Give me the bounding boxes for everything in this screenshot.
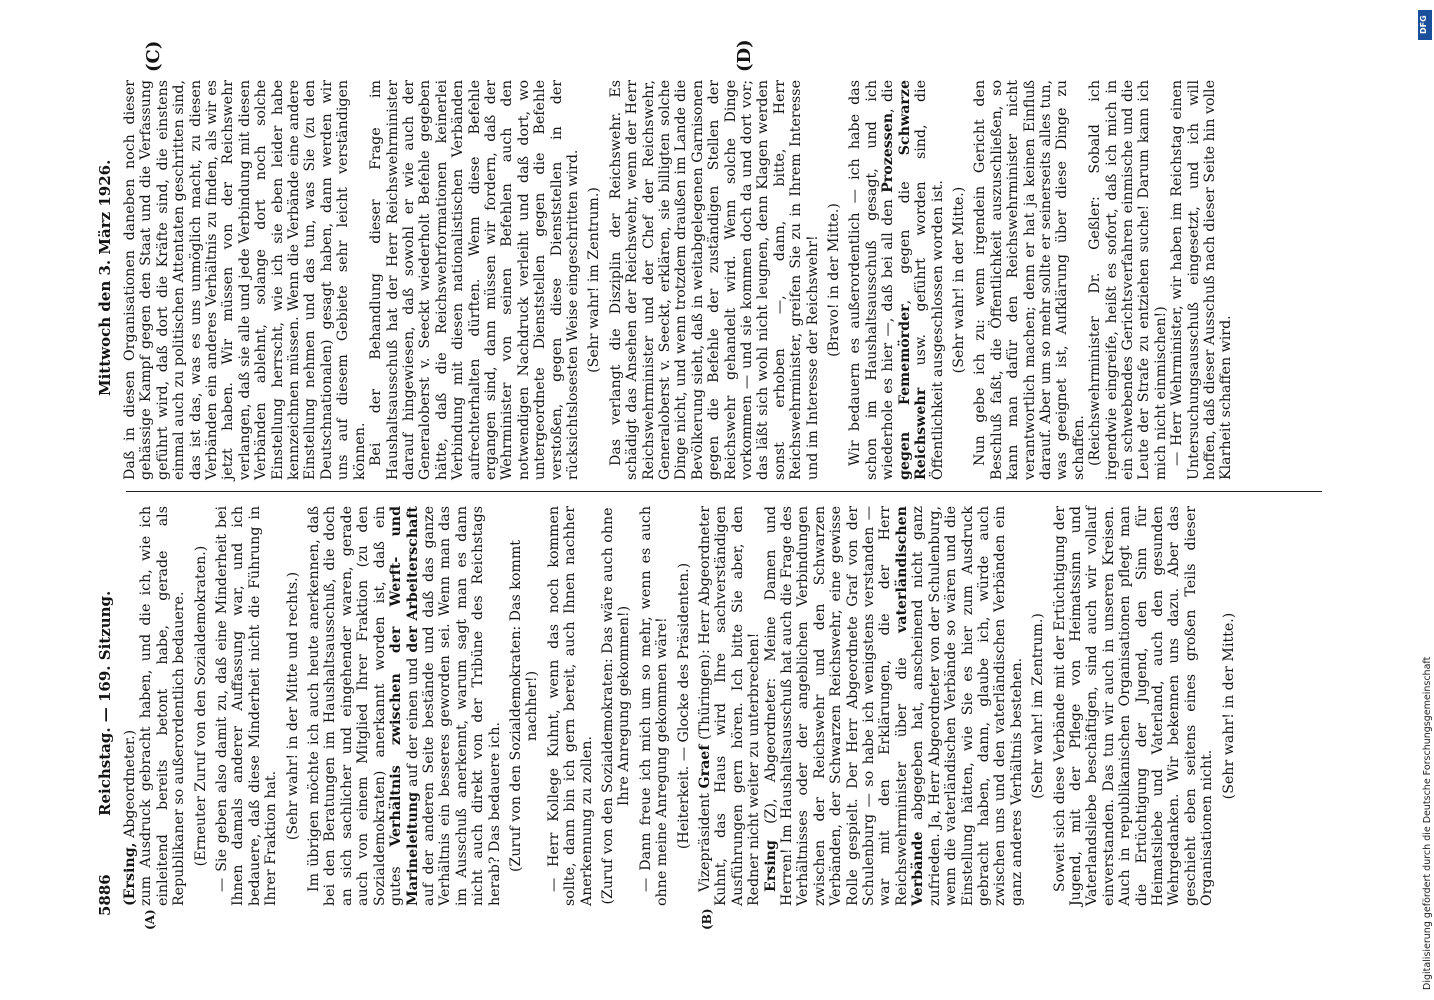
dfg-logo-text: DFG [1419, 15, 1428, 34]
digitization-credit: Digitalisierung gefördert durch die Deutsche Forschungsgemeinschaft [1422, 656, 1433, 990]
header-right-title: Mittwoch den 3. März 1926. [96, 159, 114, 396]
margin-mark-d: (D) [734, 39, 755, 72]
margin-mark-a: (A) [143, 909, 157, 930]
left-text-column [122, 506, 1242, 906]
margin-mark-c: (C) [143, 40, 164, 72]
paragraph: Soweit sich diese Verbände mit der Ertüchtigung der Jugend, mit der Pflege von Heimatssinn und Vaterlandsliebe beschäftigen, sind auch wir vollauf einverstanden. Das tun wir auch in unseren Kreisen. Auch in republikanischen Organisationen pflegt man die Ertüchtigung der Jugend, den Sinn für Heimatsliebe und Vaterland, auch den gesunden Wehrgedanken. Wir bekennen uns dazu. Aber das geschieht eben seitens eines großen Teils dieser Organisationen nicht. [1051, 506, 1216, 906]
paragraph: (Reichswehrminister Dr. Geßler: Sobald ich irgendwie eingreife, heißt es sofort, daß ich mich in ein schwebendes Gerichtsverfahren einmische und die Leute der Strafe zu entziehen suche! Darum kann ich mich nicht einmischen!) [1087, 80, 1169, 480]
margin-mark-b: (B) [700, 908, 714, 930]
paragraph: Im übrigen möchte ich auch heute anerkennen, daß bei den Beratungen im Haushaltsausschuß, die doch an sich sachlicher und eingehender waren, gerade auch von einem Mitglied Ihrer Fraktion (zu den Sozialdemokraten) anerkannt worden ist, daß ein gutes Verhältnis zwischen der Werft- und Marineleitung auf der einen und der Arbeiterschaft auf der anderen Seite bestände und daß das ganze Verhältnis ein besseres geworden sei. Wenn man das im Ausschuß anerkennt, warum sagt man es dann nicht auch direkt von der Tribüne des Reichstags herab? Das bedauere ich. [306, 505, 503, 906]
interjection: (Zuruf von den Sozialdemokraten: Das kommt nachher!) [507, 540, 541, 873]
interjection: (Sehr wahr! in der Mitte.) [950, 186, 967, 374]
paragraph: — Herr Wehrminister, wir haben im Reichstag einen Untersuchungsausschuß eingesetzt, und ich will hoffen, daß dieser Ausschuß nach dieser Seite hin volle Klarheit schaffen wird. [1169, 80, 1235, 480]
paragraph: Bei der Behandlung dieser Frage im Haushaltsausschuß hat der Herr Reichswehrminister darauf hingewiesen, daß sowohl er wie auch der Generaloberst v. Seeckt wiederholt Befehle gegeben hätte, daß die Reichswehrformationen keinerlei Verbindung mit diesen nationalistischen Verbänden aufrechterhalten dürften. Wenn diese Befehle ergangen sind, dann müssen wir fordern, daß der Wehrminister von seinen Befehlen auch den notwendigen Nachdruck verleiht und daß dort, wo untergeordnete Dienststellen gegen die Befehle verstoßen, gegen diese Dienststellen in der rücksichtslosesten Weise eingeschritten wird. [368, 80, 581, 480]
paragraph: zum Ausdruck gebracht haben, und die ich, wie ich einleitend bereits betont habe, gerade als Republikaner so außerordentlich bedauere. [138, 506, 188, 906]
interjection: (Bravo! in der Mitte.) [826, 203, 843, 357]
interjection: (Sehr wahr! im Zentrum.) [586, 187, 603, 373]
paragraph: Das verlangt die Disziplin der Reichswehr. Es schädigt das Ansehen der Reichswehr, wenn der Herr Reichswehrminister und der Chef der Reichswehr, Generaloberst v. Seeckt, erklären, sie billigten solche Dinge nicht, und wenn trotzdem draußen im Lande die Bevölkerung sieht, daß in weitabgelegenen Garnisonen gegen die Befehle der zuständigen Stellen der Reichswehr gehandelt wird. Wenn solche Dinge vorkommen — und sie kommen doch da und dort vor; das läßt sich wohl nicht leugnen, denn Klagen werden sonst erhoben —, dann, bitte, Herr Reichswehrminister, greifen Sie zu in Ihrem Interesse und im Interesse der Reichswehr! [607, 80, 821, 480]
paragraph: (Ersing, Abgeordneter.) [122, 729, 138, 906]
interjection: (Sehr wahr! in der Mitte.) [1220, 612, 1237, 800]
paragraph: Wir bedauern es außerordentlich — ich habe das schon im Haushaltsausschuß gesagt, und ich wiederhole es hier —, daß bei all den Prozessen, die gegen Fememörder, gegen die Schwarze Reichswehr usw. geführt worden sind, die Öffentlichkeit ausgeschlossen worden ist. [847, 80, 946, 480]
paragraph: — Dann freue ich mich um so mehr, wenn es auch ohne meine Anregung gekommen wäre! [637, 506, 671, 906]
header-left-title: Reichstag. — 169. Sitzung. [96, 590, 114, 816]
page-number: 5886 [96, 874, 114, 916]
interjection: (Zuruf von den Sozialdemokraten: Das wäre auch ohne Ihre Anregung gekommen!) [599, 507, 633, 905]
interjection: (Sehr wahr! im Zentrum.) [1030, 613, 1047, 799]
dfg-logo [1418, 10, 1432, 40]
paragraph: — Herr Kollege Kuhnt, wenn das noch kommen sollte, dann bin ich gern bereit, auch Ihnen nachher Anerkennung zu zollen. [545, 506, 595, 906]
paragraph: Daß in diesen Organisationen daneben noch dieser gehässige Kampf gegen den Staat und die Verfassung geführt wird, daß dort die Kräfte sind, die einstens einmal auch zu politischen Attentaten geschritten sind, das ist das, was es uns unmöglich macht, zu diesen Verbänden ein anderes Verhältnis zu finden, als wir es jetzt haben. Wir müssen von der Reichswehr verlangen, daß sie alle und jede Verbindung mit diesen Verbänden ablehnt, solange dort noch solche Einstellung herrscht, wie ich sie eben leider habe kennzeichnen müssen. Wenn die Verbände eine andere Einstellung nehmen und das tun, was Sie (zu den Deutschnationalen) gesagt haben, dann werden wir uns auf diesem Gebiete sehr leicht verständigen können. [122, 80, 368, 480]
column-divider [126, 491, 1322, 492]
paragraph: Vizepräsident Graef (Thüringen): Herr Abgeordneter Kuhnt, das Haus wird Ihre sachverständigen Ausführungen gern hören. Ich bitte Sie aber, den Redner nicht weiter zu unterbrechen! [697, 506, 763, 906]
interjection: (Sehr wahr! in der Mitte und rechts.) [284, 571, 301, 841]
right-text-column [122, 80, 1235, 480]
paragraph: Ersing (Z), Abgeordneter: Meine Damen und Herren! Im Haushaltsausschuß hat auch die Frage des Verhältnisses oder der angeblichen Verbindungen zwischen der Reichswehr und den Schwarzen Verbänden, der Schwarzen Reichswehr, eine gewisse Rolle gespielt. Der Herr Abgeordnete Graf von der Schulenburg — so habe ich wenigstens verstanden — war mit den Erklärungen, die der Herr Reichswehrminister über die vaterländischen Verbände abgegeben hat, anscheinend nicht ganz zufrieden. Ja, Herr Abgeordneter von der Schulenburg, wenn die vaterländischen Verbände so wären und die Einstellung hätten, wie Sie es hier zum Ausdruck gebracht haben, dann, glaube ich, würde auch zwischen uns und den vaterländischen Verbänden ein ganz anderes Verhältnis bestehen. [762, 506, 1025, 906]
interjection: (Heiterkeit. — Glocke des Präsidenten.) [675, 562, 692, 850]
paragraph: — Sie geben also damit zu, daß eine Minderheit bei Ihnen damals anderer Auffassung war, und ich bedauere, daß diese Minderheit nicht die Führung in Ihrer Fraktion hat. [214, 506, 280, 906]
interjection: (Erneuter Zuruf von den Sozialdemokraten.) [192, 545, 209, 867]
paragraph: Nun gebe ich zu: wenn irgendein Gericht den Beschluß faßt, die Öffentlichkeit auszuschließen, so kann man dafür den Reichswehrminister nicht verantwortlich machen; denn er hat ja keinen Einfluß darauf. Aber um so mehr sollte er seinerseits alles tun, was geeignet ist, Aufklärung über diese Dinge zu schaffen. [972, 80, 1087, 480]
